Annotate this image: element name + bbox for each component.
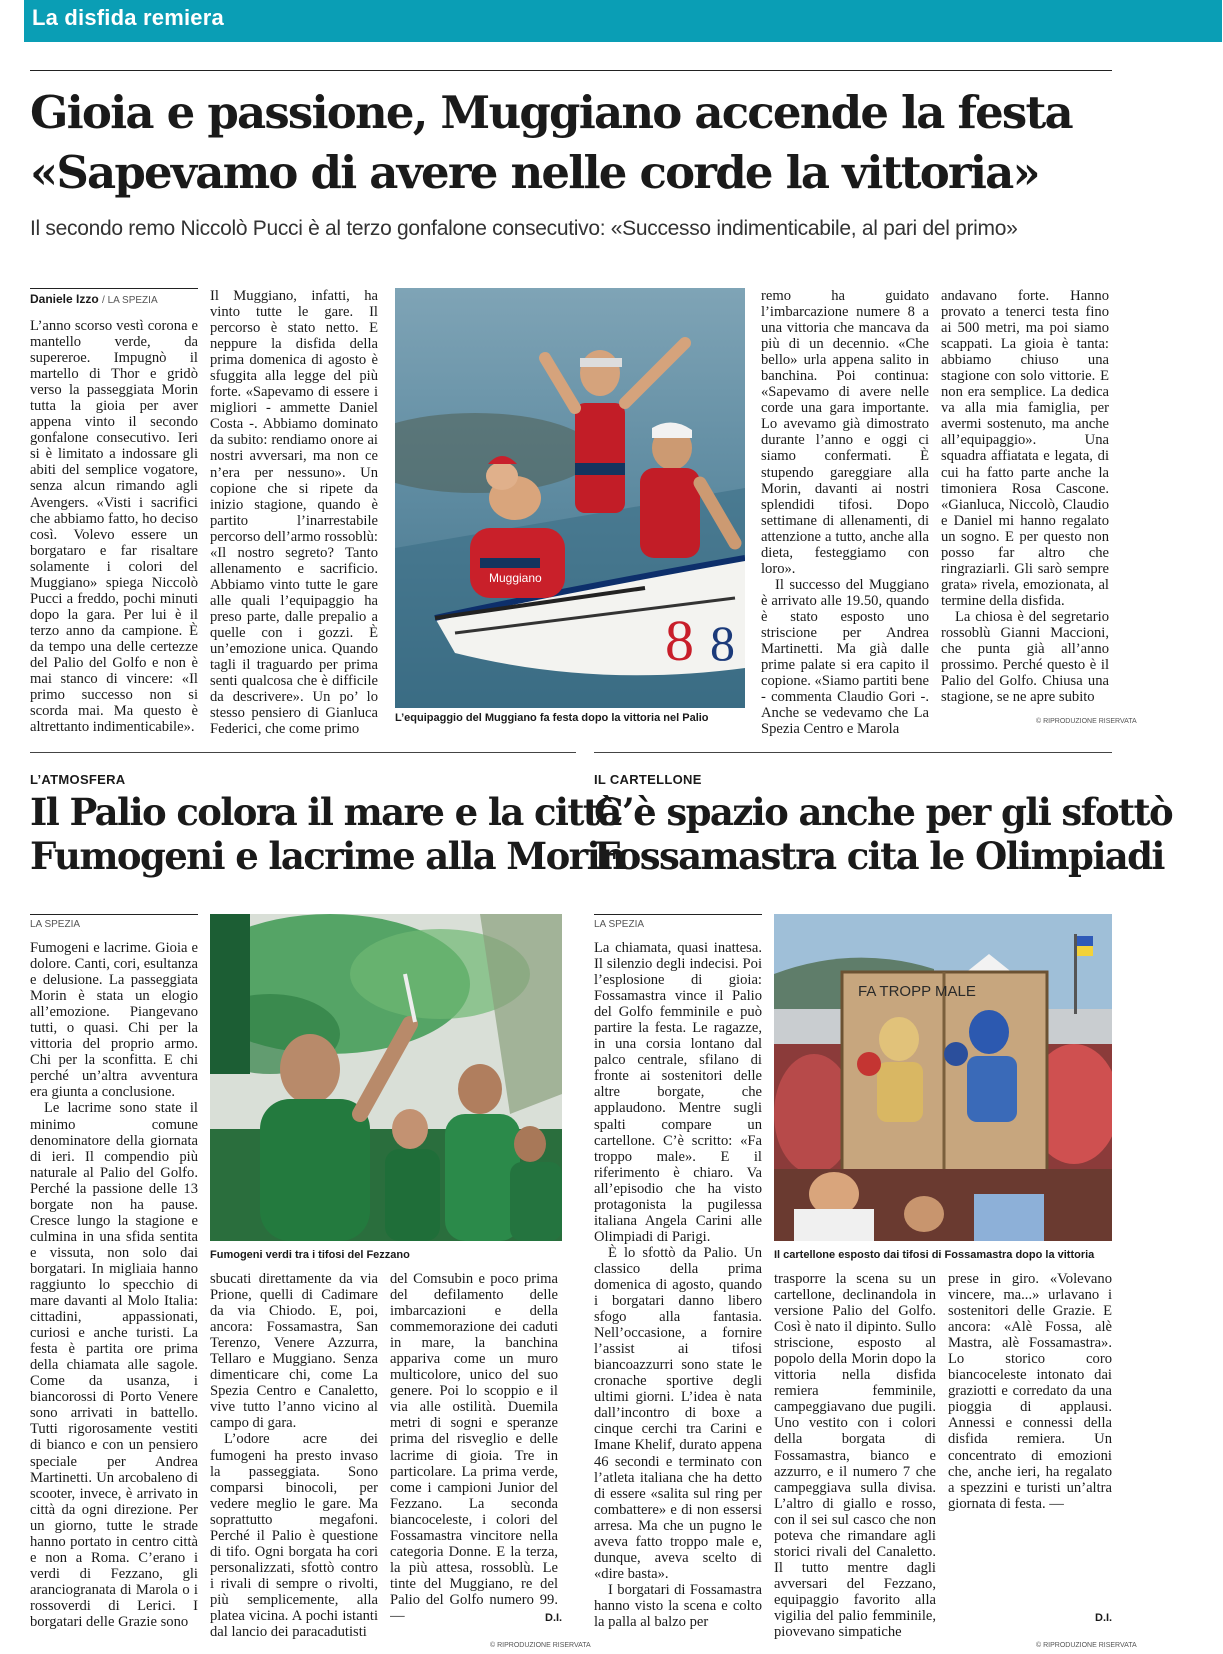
article-paragraph: I borgatari di Fossamastra hanno visto la scena e colto la palla al balzo per bbox=[594, 1581, 762, 1630]
left-kicker: L’ATMOSFERA bbox=[30, 772, 126, 787]
left-section-rule bbox=[30, 752, 576, 753]
main-headline-line-1: Gioia e passione, Muggiano accende la festa bbox=[30, 86, 1072, 139]
main-article-column-4 bbox=[941, 288, 1109, 706]
section-band bbox=[24, 0, 1222, 42]
main-article-column-3 bbox=[761, 288, 929, 739]
byline bbox=[30, 292, 158, 306]
right-article-column-2 bbox=[774, 1271, 936, 1639]
article-paragraph: È lo sfottò da Palio. Un classico della prima domenica di agosto, quando i borgatari danno libero sfogo alla fantasia. Nell’occasione, a fornire l’assist ai tifosi biancoazzurri sono state le cronache sportive degli ultimi giorni. L’idea è nata dall’incontro di boxe a cinque cerchi tra Carini e Imane Khelif, durato appena 46 secondi e terminato con l’atleta italiana che ha detto di essere «salita sul ring per combattere» e di non essersi arresa. Ma che un pugno le aveva fatto troppo male e, dunque, aveva scelto di «dire basta». bbox=[594, 1244, 762, 1582]
article-paragraph: trasporre la scena su un cartellone, declinandola in versione Palio del Golfo. Così è nato il dipinto. Sullo striscione, esposto al popolo della Morin dopo la vittoria nella disfida remiera femminile, campeggiavano due pugili. Uno vestito con i colori della borgata di Fossamastra, bianco e azzurro, e il numero 7 che campeggiava sulla divisa. L’altro di giallo e rosso, con il sei sul casco che non poteva che rimandare agli storici rivali del Canaletto. Il tutto mentre dagli avversari del Fezzano, equipaggio favorito alla vigilia del palio femminile, piovevano simpatiche bbox=[774, 1271, 936, 1639]
article-paragraph: prese in giro. «Volevano vincere, ma...» urlavano i sostenitori delle Grazie. E ancora: «Alè Fossa, alè Mastra, alè Fossamastra». Lo storico coro biancoceleste intonato dai graziotti e corredato da una pioggia di applausi. Annessi e connessi della disfida remiera. Un concentrato di emozioni che, anche ieri, ha regalato a spezzini e turisti un’altra giornata di festa. — bbox=[948, 1271, 1112, 1512]
left-place-rule bbox=[30, 914, 198, 915]
byline-rule bbox=[30, 288, 198, 289]
left-headline-line-2: Fumogeni e lacrime alla Morin bbox=[30, 834, 625, 878]
left-article-column-2 bbox=[210, 1271, 378, 1639]
cartellone-photo bbox=[774, 914, 1112, 1241]
article-paragraph: andavano forte. Hanno provato a tenerci testa fino ai 500 metri, ma poi siamo scappati. La gioia è tanta: abbiamo chiuso una stagione con solo vittorie. E non era semplice. La dedica va alla mia famiglia, per avermi sostenuto, ma anche all’equipaggio». Una squadra affiatata e legata, di cui ha fatto parte anche la timoniera Rosa Cascone. «Gianluca, Niccolò, Claudio e Daniel mi hanno regalato un sogno. E per questo non posso far altro che ringraziarli. Gli sarò sempre grata» rivela, emozionata, al termine della disfida. bbox=[941, 288, 1109, 609]
green-smoke-photo bbox=[210, 914, 562, 1241]
right-section-rule bbox=[594, 752, 1112, 753]
left-article-column-1 bbox=[30, 940, 198, 1639]
left-place: LA SPEZIA bbox=[30, 919, 81, 930]
right-place-rule bbox=[594, 914, 762, 915]
left-signature: D.I. bbox=[545, 1612, 563, 1624]
left-article-column-3 bbox=[390, 1271, 558, 1639]
article-paragraph: Le lacrime sono state il minimo comune denominatore della giornata di ieri. Il compendio più naturale al Palio del Golfo. Perché la passione delle 13 borgate non ha pause. Cresce lungo la stagione e culmina in una sfida sentita e vissuta, non solo dai borgatari. In migliaia hanno raggiunto lo specchio di mare davanti al Molo Italia: cittadini, appassionati, curiosi e anche turisti. La festa è partita ore prima della chiamata alle sagole. Come da usanza, i biancorossi di Porto Venere sono arrivati in battello. Tutti rigorosamente vestiti di bianco e con un pensiero speciale per Andrea Martinetti. Un arcobaleno di scooter, invece, è arrivato in città da ogni direzione. Per un giorno, tutte le strade hanno portato in centro città e non a Roma. C’erano i verdi di Fezzano, gli aranciogranata di Marola o i rossoverdi di Lerici. I borgatari delle Grazie sono bbox=[30, 1100, 198, 1630]
author-name: Daniele Izzo bbox=[30, 292, 99, 306]
right-photo-caption: Il cartellone esposto dai tifosi di Fossamastra dopo la vittoria bbox=[774, 1249, 1095, 1261]
main-copyright: © RIPRODUZIONE RISERVATA bbox=[1036, 718, 1137, 725]
right-copyright: © RIPRODUZIONE RISERVATA bbox=[1036, 1642, 1137, 1649]
top-rule bbox=[30, 70, 1112, 71]
right-article-column-1 bbox=[594, 940, 762, 1639]
right-place: LA SPEZIA bbox=[594, 919, 645, 930]
svg-text:8: 8 bbox=[665, 608, 694, 673]
article-paragraph: Il Muggiano, infatti, ha vinto tutte le gare. Il percorso è stato netto. E neppure la disfida della prima domenica di agosto è sfuggita alla legge del più forte. «Sapevamo di essere i migliori - ammette Daniel Costa -. Abbiamo dominato da subito: rendiamo onore ai nostri avversari, ma non ce n’era per nessuno». Un copione che si ripete da inizio stagione, quando è partito l’inarrestabile percorso dell’armo rossoblù: «Il nostro segreto? Tanto allenamento e sacrificio. Abbiamo vinto tutte le gare alle quali l’equipaggio ha preso parte, dalle prepalio a quelle con i gozzi. È un’emozione unica. Quando tagli il traguardo per prima senti qualcosa che è difficile da descrivere». Un po’ lo stesso pensiero di Gianluca Federici, che come primo bbox=[210, 288, 378, 738]
article-paragraph: remo ha guidato l’imbarcazione numere 8 a una vittoria che mancava da più di un decennio. «Che bello» urla appena salito in banchina. Poi continua: «Sapevamo di avere nelle corde una gara importante. Lo avevamo già dimostrato durante l’anno e oggi ci siamo confermati. È stupendo gareggiare alla Morin, davanti ai nostri splendidi tifosi. Dopo settimane di allenamenti, di attenzione a tutto, anche alla dieta, festeggiamo con loro». bbox=[761, 288, 929, 577]
left-photo-caption: Fumogeni verdi tra i tifosi del Fezzano bbox=[210, 1249, 410, 1261]
left-headline-line-1: Il Palio colora il mare e la città bbox=[30, 790, 621, 834]
article-paragraph: L’odore acre dei fumogeni ha presto invaso la passeggiata. Sono comparsi binocoli, per vedere meglio le gare. Ma soprattutto megafoni. Perché il Palio è questione di tifo. Ogni borgata ha cori personalizzati, sfottò contro i rivali di sempre o rivolti, più semplicemente, alla platea vicina. A pochi istanti dal lancio dei paracadutisti bbox=[210, 1431, 378, 1639]
article-paragraph: sbucati direttamente da via Prione, quelli di Cadimare da via Chiodo. E, poi, ancora: Fossamastra, San Terenzo, Venere Azzurra, Tellaro e Muggiano. Senza dimenticare chi, come La Spezia Centro e Canaletto, vive tutto l’anno vicino al campo di gara. bbox=[210, 1271, 378, 1432]
article-paragraph: La chiamata, quasi inattesa. Il silenzio degli indecisi. Poi l’esplosione di gioia: Fossamastra vince il Palio del Golfo femminile e può partire la festa. Le ragazze, in una corsia lontano dal palco centrale, sfilano di fronte ai sostenitori delle altre borgate, che applaudono. Mentre sugli spalti compare un cartellone. C’è scritto: «Fa troppo male». E il riferimento è chiaro. Va all’episodio che ha visto protagonista la pugilessa italiana Angela Carini alle Olimpiadi di Parigi. bbox=[594, 940, 762, 1245]
section-title: La disfida remiera bbox=[32, 5, 224, 30]
right-headline-line-1: C’è spazio anche per gli sfottò bbox=[594, 790, 1173, 834]
rowing-crew-photo bbox=[395, 288, 745, 708]
article-paragraph: Fumogeni e lacrime. Gioia e dolore. Canti, cori, esultanza e delusione. La passeggiata Morin è stata un elogio all’emozione. Piangevano tutti, o quasi. Chi per la vittoria del proprio armo. Chi per la sconfitta. E chi perché un’altra avventura era giunta a conclusione. bbox=[30, 940, 198, 1101]
author-place: / LA SPEZIA bbox=[102, 295, 158, 306]
right-signature: D.I. bbox=[1095, 1612, 1113, 1624]
svg-text:8: 8 bbox=[710, 615, 735, 671]
article-paragraph: del Comsubin e poco prima del defilamento delle imbarcazioni e della commemorazione dei caduti in mare, la banchina appariva come un muro multicolore, unico del suo genere. Poi lo scoppio e il via alle ostilità. Duemila metri di sogni e speranze prima del risveglio e delle lacrime di gioia. Tre in particolare. La prima verde, come i campioni Junior del Fezzano. La seconda biancoceleste, i colori del Fossamastra vincitore nella categoria Donne. E la terza, la più attesa, rossoblù. Le tinte del Muggiano, re del Palio del Golfo numero 99. — bbox=[390, 1271, 558, 1624]
right-headline-line-2: Fossamastra cita le Olimpiadi bbox=[594, 834, 1164, 878]
main-photo-caption: L’equipaggio del Muggiano fa festa dopo la vittoria nel Palio bbox=[395, 712, 709, 724]
article-paragraph: L’anno scorso vestì corona e mantello verde, da supereroe. Impugnò il martello di Thor e gridò verso la passeggiata Morin tutta la gioia per aver appena vinto il secondo gonfalone consecutivo. Ieri si è limitato a indossare gli abiti del semplice vogatore, senza alcun rimando agli Avengers. «Visti i sacrifici che abbiamo fatto, ho deciso così. Volevo essere un borgataro e far risaltare solamente i colori del Muggiano» spiega Niccolò Pucci a freddo, pochi minuti dopo la gara. Per lui è il terzo anno da campione. È da tempo una delle certezze del Palio del Golfo e non è mai stanco di vincere: «Il primo successo non si scorda mai. Ma questo è altrettanto indimenticabile». bbox=[30, 318, 198, 736]
banner-text: FA TROPP MALE bbox=[858, 983, 976, 1000]
right-article-column-3 bbox=[948, 1271, 1112, 1639]
article-paragraph: La chiosa è del segretario rossoblù Gianni Maccioni, che punta già all’anno prossimo. Perché questo è il Palio del Golfo. Chiusa una stagione, se ne apre subito bbox=[941, 608, 1109, 706]
article-paragraph: Il successo del Muggiano è arrivato alle 19.50, quando è stato esposto uno striscione per Andrea Martinetti. Ma già dalle prime palate si era capito il copione. «Siamo partiti bene - commenta Claudio Gori -. Anche se vedevamo che La Spezia Centro e Marola bbox=[761, 576, 929, 738]
left-copyright: © RIPRODUZIONE RISERVATA bbox=[490, 1642, 591, 1649]
main-article-column-1 bbox=[30, 318, 198, 739]
main-headline-line-2: «Sapevamo di avere nelle corde la vittoria» bbox=[30, 146, 1039, 199]
right-kicker: IL CARTELLONE bbox=[594, 772, 702, 787]
svg-text:Muggiano: Muggiano bbox=[489, 571, 542, 585]
main-subtitle: Il secondo remo Niccolò Pucci è al terzo gonfalone consecutivo: «Successo indimenticabile, al pari del primo» bbox=[30, 217, 1018, 240]
main-article-column-2 bbox=[210, 288, 378, 739]
